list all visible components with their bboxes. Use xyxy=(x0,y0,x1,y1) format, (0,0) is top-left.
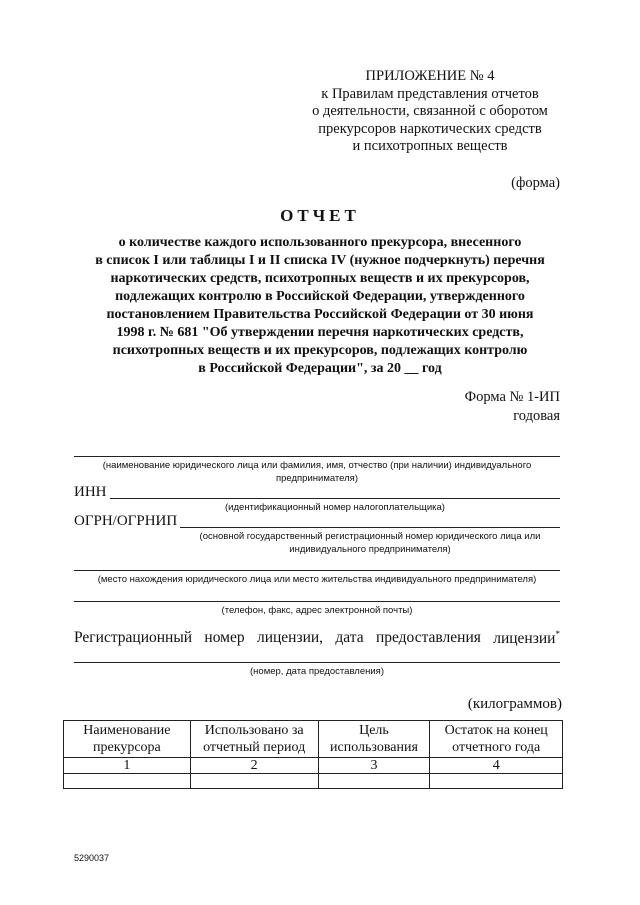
subtitle-line: в Российской Федерации", за 20 __ год xyxy=(198,361,442,376)
subtitle-line: подлежащих контролю в Российской Федерации, утвержденного xyxy=(115,289,525,304)
document-id: 5290037 xyxy=(74,853,110,863)
table-header-row xyxy=(64,721,563,758)
license-caption: (номер, дата предоставления) xyxy=(250,666,384,677)
ogrn-line[interactable] xyxy=(180,527,560,528)
header-purpose: Цель использования xyxy=(318,721,430,758)
subtitle-line: наркотических средств, психотропных веществ и их прекурсоров, xyxy=(110,271,530,286)
form-period: годовая xyxy=(513,408,560,424)
table-cell[interactable] xyxy=(318,774,430,789)
org-name-caption: (наименование юридического лица или фамилия, имя, отчество (при наличии) индивидуального предпринимателя) xyxy=(102,460,532,484)
table-number-row xyxy=(64,758,563,774)
subtitle-line: психотропных веществ и их прекурсоров, подлежащих контролю xyxy=(112,343,528,358)
license-label: Регистрационный номер лицензии, дата предоставления лицензии* xyxy=(74,629,560,648)
form-number-block xyxy=(465,388,560,426)
table-cell[interactable] xyxy=(190,774,318,789)
header-precursor-name: Наименование прекурсора xyxy=(64,721,191,758)
table-cell[interactable] xyxy=(430,774,563,789)
location-caption: (место нахождения юридического лица или место жительства индивидуального предпринимателя) xyxy=(97,574,537,585)
ogrn-caption: (основной государственный регистрационный номер юридического лица или индивидуального предпринимателя) xyxy=(199,531,541,555)
contacts-line[interactable] xyxy=(74,601,560,602)
form-mark: (форма) xyxy=(511,175,560,191)
appendix-line: прекурсоров наркотических средств xyxy=(318,120,542,137)
column-number: 3 xyxy=(318,758,430,774)
table-row[interactable] xyxy=(64,774,563,789)
appendix-line: к Правилам представления отчетов xyxy=(321,85,539,102)
table-cell[interactable] xyxy=(64,774,191,789)
appendix-title: ПРИЛОЖЕНИЕ № 4 xyxy=(365,68,495,84)
report-title: ОТЧЕТ xyxy=(280,206,360,225)
subtitle-line: в список I или таблицы I и II списка IV (нужное подчеркнуть) перечня xyxy=(95,253,545,268)
header-balance: Остаток на конец отчетного года xyxy=(430,721,563,758)
column-number: 1 xyxy=(64,758,191,774)
appendix-line: и психотропных веществ xyxy=(352,138,508,154)
subtitle-line: постановлением Правительства Российской Федерации от 30 июня xyxy=(106,307,534,322)
subtitle-line: 1998 г. № 681 "Об утверждении перечня наркотических средств, xyxy=(116,325,524,340)
inn-caption: (идентификационный номер налогоплательщика) xyxy=(225,502,445,513)
inn-line[interactable] xyxy=(110,498,560,499)
units-label: (килограммов) xyxy=(467,696,562,712)
appendix-line: о деятельности, связанной с оборотом xyxy=(312,103,548,119)
location-line[interactable] xyxy=(74,570,560,571)
license-line[interactable] xyxy=(74,662,560,663)
precursor-table xyxy=(63,720,563,789)
footnote-mark: * xyxy=(555,629,560,639)
contacts-caption: (телефон, факс, адрес электронной почты) xyxy=(221,605,413,616)
ogrn-label: ОГРН/ОГРНИП xyxy=(74,513,178,529)
header-used: Использовано за отчетный период xyxy=(190,721,318,758)
inn-label: ИНН xyxy=(74,484,107,500)
form-number: Форма № 1-ИП xyxy=(464,389,560,405)
appendix-block xyxy=(300,68,560,156)
org-name-line[interactable] xyxy=(74,456,560,457)
report-subtitle xyxy=(70,234,570,378)
column-number: 4 xyxy=(430,758,563,774)
subtitle-line: о количестве каждого использованного прекурсора, внесенного xyxy=(118,235,522,250)
column-number: 2 xyxy=(190,758,318,774)
